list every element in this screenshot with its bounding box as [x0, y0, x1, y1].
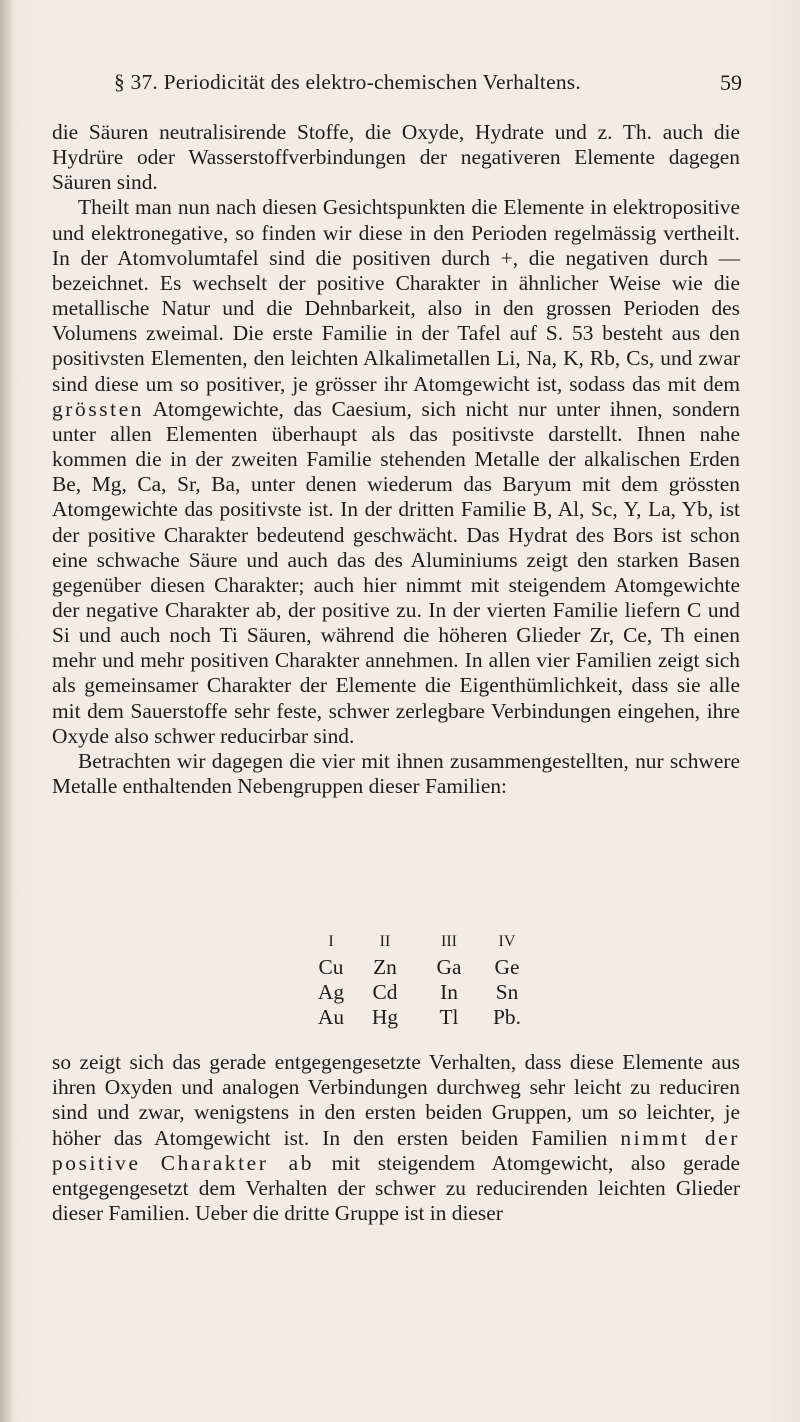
table-cell: Cd — [372, 980, 398, 1004]
paragraph-4 — [52, 1050, 740, 1226]
paragraph-4-part-a: so zeigt sich das gerade entgegengesetzte Verhalten, dass diese Elemente aus ihren Oxyden und analogen Verbindungen durchweg sehr leicht zu reduciren sind und zwar, wenigstens in den ersten beiden Gruppen, um so leichter, je höher das Atomgewicht ist. In den ersten beiden Familien — [52, 1050, 740, 1150]
paragraph-2-part-a: Theilt man nun nach diesen Gesichtspunkten die Elemente in elektropositive und elektronegative, so finden wir diese in den Perioden regelmässig vertheilt. In der Atomvolumtafel sind die positiven durch +, die negativen durch — bezeichnet. Es wechselt der positive Charakter in ähnlicher Weise wie die metallische Natur und die Dehnbarkeit, also in den grossen Perioden des Volumens zweimal. Die erste Familie in der Tafel auf S. 53 besteht aus den positivsten Elementen, den leichten Alkalimetallen Li, Na, K, Rb, Cs, und zwar sind diese um so positiver, je grösser ihr Atomgewicht ist, sodass das mit dem — [52, 195, 740, 396]
paragraph-4-emphasis: nimmt der positive Charakter ab — [52, 1125, 740, 1175]
paragraph-3: Betrachten wir dagegen die vier mit ihnen zusammengestellten, nur schwere Metalle enthaltenden Nebengruppen dieser Familien: — [52, 748, 740, 799]
table-row — [310, 980, 534, 1005]
body-text-lower — [52, 1050, 740, 1226]
table-header-cell: III — [441, 933, 457, 950]
table-cell: Pb. — [493, 1005, 521, 1029]
table-row — [310, 955, 534, 980]
table-header-cell: IV — [498, 933, 516, 950]
paragraph-2-part-b: Atomgewichte, das Caesium, sich nicht nur unter ihnen, sondern unter allen Elementen überhaupt als das positivste darstellt. Ihnen nahe kommen die in der zweiten Familie stehenden Metalle der alkalischen Erden Be, Mg, Ca, Sr, Ba, unter denen wiederum das Baryum mit dem grössten Atomgewichte das positivste ist. In der dritten Familie B, Al, Sc, Y, La, Yb, ist der positive Charakter bedeutend geschwächt. Das Hydrat des Bors ist schon eine schwache Säure und auch das des Aluminiums zeigt den starken Basen gegenüber diesen Charakter; auch hier nimmt mit steigendem Atomgewichte der negative Charakter ab, der positive zu. In der vierten Familie liefern C und Si und auch noch Ti Säuren, während die höheren Glieder Zr, Ce, Th einen mehr und mehr positiven Charakter annehmen. In allen vier Familien zeigt sich als gemeinsamer Charakter der Elemente die Eigenthümlichkeit, dass sie alle mit dem Sauerstoffe sehr feste, schwer zerlegbare Verbindungen eingehen, ihre Oxyde also schwer reducirbar sind. — [52, 396, 740, 748]
page-gutter-shadow — [0, 0, 12, 1422]
table-cell: Ga — [436, 955, 462, 979]
table-cell: Sn — [495, 980, 519, 1004]
paragraph-2 — [52, 195, 740, 748]
running-head: § 37. Periodicität des elektro-chemischen Verhaltens. — [114, 70, 581, 94]
paragraph-1: die Säuren neutralisirende Stoffe, die Oxyde, Hydrate und z. Th. auch die Hydrüre oder Wasserstoffverbindungen der negativeren Elemente dagegen Säuren sind. — [52, 120, 740, 195]
table-header-cell: I — [328, 933, 334, 950]
table-cell: Ag — [317, 980, 345, 1004]
table-cell: Cu — [318, 955, 344, 979]
body-text-upper — [52, 120, 740, 799]
table-cell: Tl — [439, 1005, 459, 1029]
table-cell: In — [440, 980, 458, 1004]
page-number: 59 — [720, 70, 742, 95]
paragraph-4-part-b: mit steigendem Atomgewicht, also gerade entgegengesetzt dem Verhalten der schwer zu reducirenden leichten Glieder dieser Familien. Ueber die dritte Gruppe ist in dieser — [52, 1150, 740, 1226]
table-row — [310, 1005, 534, 1030]
table-header-row — [310, 933, 534, 955]
table-cell: Zn — [373, 955, 397, 979]
table-cell: Au — [317, 1005, 345, 1029]
table-cell: Hg — [371, 1005, 399, 1029]
page-header — [50, 70, 742, 100]
subgroups-table — [310, 933, 534, 1030]
table-cell: Ge — [494, 955, 520, 979]
paragraph-2-emphasis: grössten — [52, 396, 145, 421]
table-header-cell: II — [379, 933, 391, 950]
